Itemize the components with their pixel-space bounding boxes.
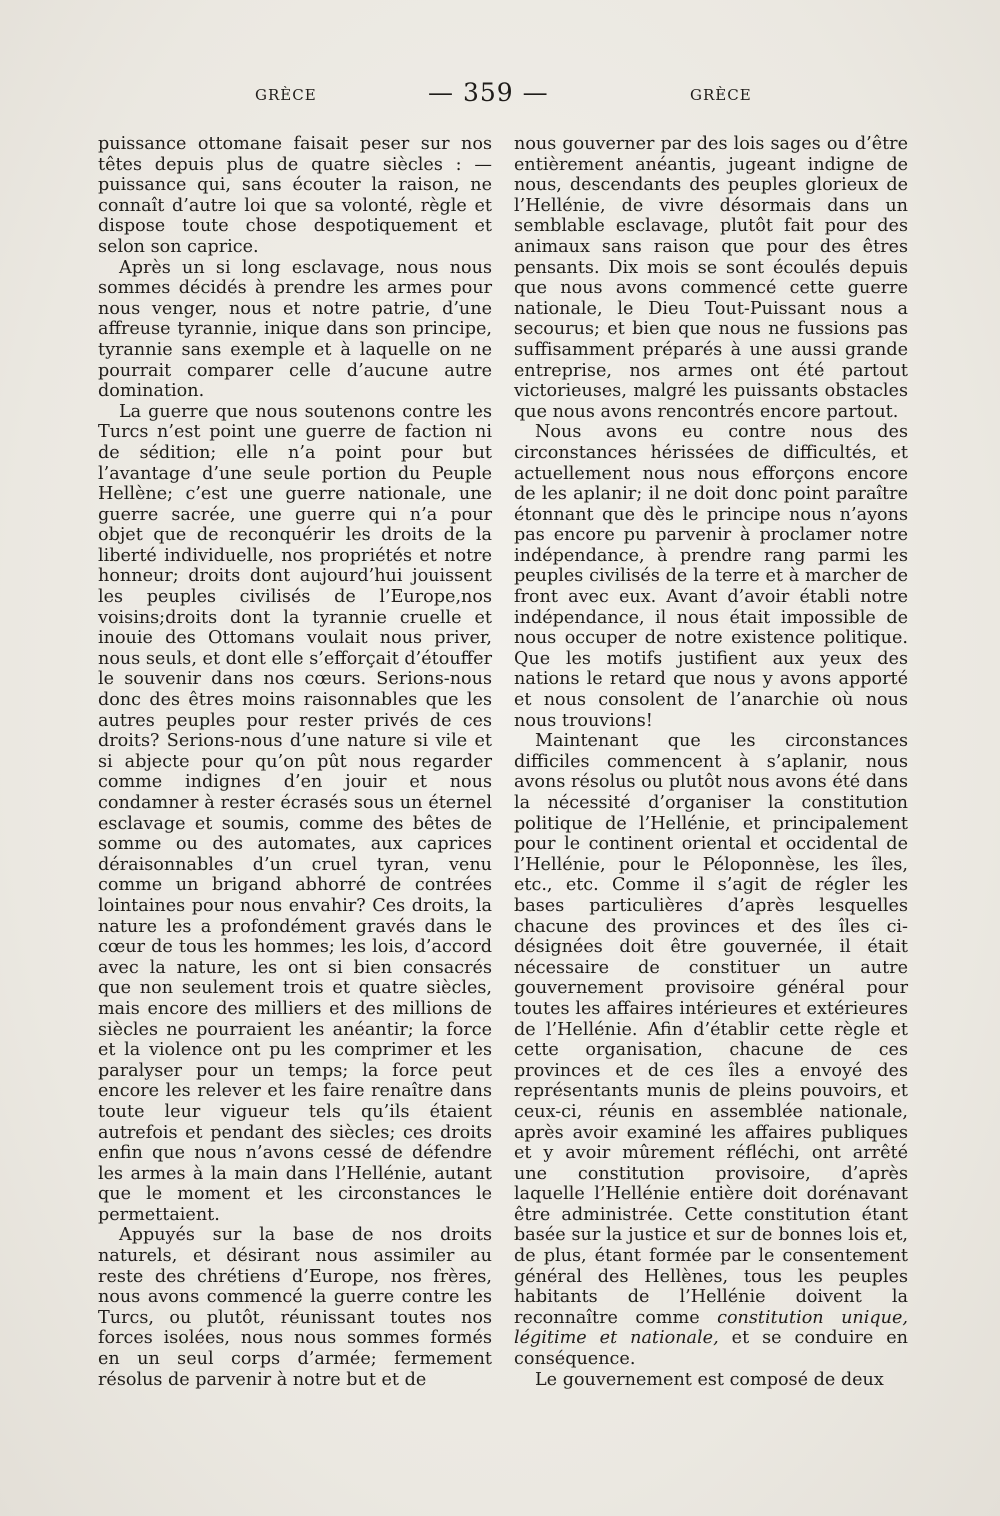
left-column xyxy=(98,134,492,1390)
right-paragraph-3-end: et se conduire en conséquence. xyxy=(514,1328,909,1370)
running-head-left: GRÈCE xyxy=(255,86,317,104)
right-paragraph-4: Le gouvernement est composé de deux xyxy=(535,1369,884,1390)
right-paragraph-2: Nous avons eu contre nous des circonstances hérissées de difficultés, et actuellement nous nous efforçons encore de les aplanir; il ne doit donc point paraître étonnant que dès le principe nous n’ayons pas encore pu parvenir à proclamer notre indépendance, à prendre rang parmi les peuples civilisés de la terre et à marcher de front avec eux. Avant d’avoir établi notre indépendance, il nous était impossible de nous occuper de notre existence politique. Que les motifs justifient aux yeux des nations le retard que nous y avons apporté et nous consolent de l’anarchie où nous nous trouvions! xyxy=(514,422,908,731)
page-number: — 359 — xyxy=(428,78,549,107)
left-paragraph-2: Après un si long esclavage, nous nous sommes décidés à prendre les armes pour nous venger, nous et notre patrie, d’une affreuse tyrannie, inique dans son principe, tyrannie sans exemple et à laquelle on ne pourrait comparer celle d’aucune autre domination. xyxy=(98,257,492,402)
left-paragraph-4: Appuyés sur la base de nos droits naturels, et désirant nous assimiler au reste des chrétiens d’Europe, nos frères, nous avons commencé la guerre contre les Turcs, ou plutôt, réunissant toutes nos forces isolées, nous nous sommes formés en un seul corps d’armée; fermement résolus de parvenir à notre but et de xyxy=(98,1225,492,1390)
right-column xyxy=(514,134,908,1390)
constitution-emphasis: constitution unique, légitime et nationale, xyxy=(514,1307,908,1349)
left-paragraph-3: La guerre que nous soutenons contre les Turcs n’est point une guerre de faction ni de sédition; elle n’a point pour but l’avantage d’une seule portion du Peuple Hellène; c’est une guerre nationale, une guerre sacrée, une guerre qui n’a pour objet que de reconquérir les droits de la liberté individuelle, nos propriétés et notre honneur; droits dont aujourd’hui jouissent les peuples civilisés de l’Europe,nos voisins;droits dont la tyrannie cruelle et inouie des Ottomans voulait nous priver, nous seuls, et dont elle s’efforçait d’étouffer le souvenir dans nos cœurs. Serions-nous donc des êtres moins raisonnables que les autres peuples pour rester privés de ces droits? Serions-nous d’une nature si vile et si abjecte pour qu’on pût nous regarder comme indignes d’en jouir et nous condamner à rester écrasés sous un éternel esclavage et soumis, comme des bêtes de somme ou des automates, aux caprices déraisonnables d’un cruel tyran, venu comme un brigand abhorré de contrées lointaines pour nous envahir? Ces droits, la nature les a profondément gravés dans le cœur de tous les hommes; les lois, d’accord avec la nature, les ont si bien consacrés que non seulement trois et quatre siècles, mais encore des milliers et des millions de siècles ne pourraient les anéantir; la force et la violence ont pu les comprimer et les paralyser pour un temps; la force peut encore les relever et les faire renaître dans toute leur vigueur tels qu’ils étaient autrefois et pendant des siècles; ces droits enfin que nous n’avons cessé de défendre les armes à la main dans l’Hellénie, autant que le moment et les circonstances le permettaient. xyxy=(98,401,492,1225)
right-paragraph-1: nous gouverner par des lois sages ou d’être entièrement anéantis, jugeant indigne de nous, descendants des peuples glorieux de l’Hellénie, de vivre désormais dans un semblable esclavage, plutôt fait pour des animaux sans raison que pour des êtres pensants. Dix mois se sont écoulés depuis que nous avons commencé cette guerre nationale, le Dieu Tout-Puissant nous a secourus; et bien que nous ne fussions pas suffisamment préparés à une aussi grande entreprise, nos armes ont été partout victorieuses, malgré les puissants obstacles que nous avons rencontrés encore partout. xyxy=(514,134,908,422)
left-paragraph-1: puissance ottomane faisait peser sur nos têtes depuis plus de quatre siècles : — puissance qui, sans écouter la raison, ne connaît d’autre loi que sa volonté, règle et dispose toute chose despotiquement et selon son caprice. xyxy=(98,134,492,257)
running-head-right: GRÈCE xyxy=(690,86,752,104)
running-head xyxy=(0,78,1000,112)
right-paragraph-3 xyxy=(514,731,908,1369)
right-paragraph-3-start: Maintenant que les circonstances difficiles commencent à s’aplanir, nous avons résolus ou plutôt nous avons été dans la nécessité d’organiser la constitution politique de l’Hellénie, et principalement pour le continent oriental et occidental de l’Hellénie, pour le Péloponnèse, les îles, etc., etc. Comme il s’agit de régler les bases particulières d’après lesquelles chacune des provinces et des îles ci-désignées doit être gouvernée, il était nécessaire de constituer un autre gouvernement provisoire général pour toutes les affaires intérieures et extérieures de l’Hellénie. Afin d’établir cette règle et cette organisation, chacune de ces provinces et de ces îles a envoyé des représentants munis de pleins pouvoirs, et ceux-ci, réunis en assemblée nationale, après avoir examiné les affaires publiques et y avoir mûrement réfléchi, ont arrêté une constitution provisoire, d’après laquelle l’Hellénie entière doit dorénavant être administrée. Cette constitution étant basée sur la justice et sur de bonnes lois et, de plus, étant formée par le consentement général des Hellènes, tous les peuples habitants de l’Hellénie doivent la reconnaître comme xyxy=(514,731,908,1328)
